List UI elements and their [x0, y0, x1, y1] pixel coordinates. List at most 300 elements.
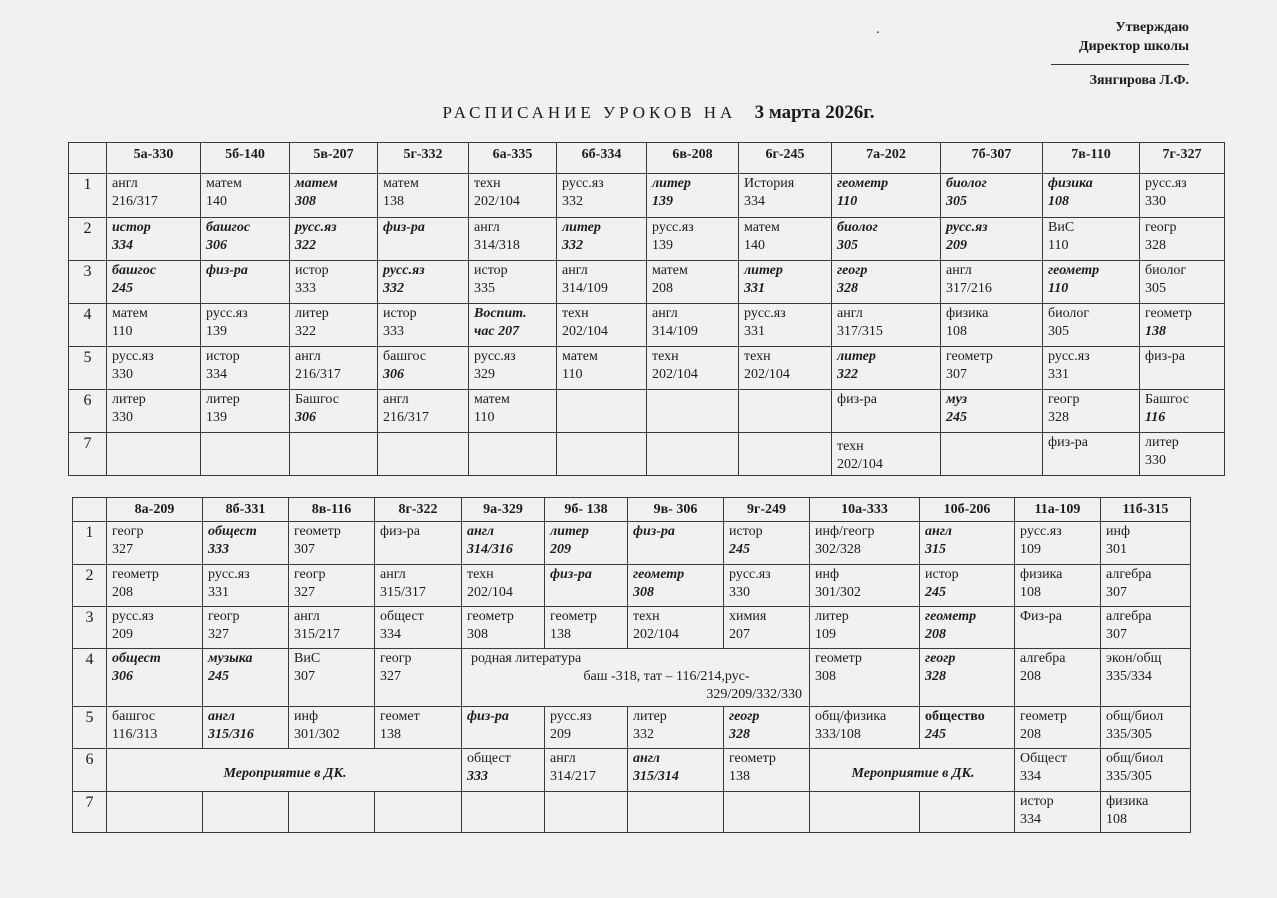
room-text: 110 [1048, 238, 1069, 253]
lesson-row [73, 792, 1191, 833]
room-text: 202/104 [652, 367, 698, 382]
lesson-cell [462, 565, 545, 607]
subject-text: истор [112, 220, 151, 235]
room-text: 328 [1048, 410, 1069, 425]
room-text: 305 [837, 238, 858, 253]
room-text: 327 [294, 585, 315, 600]
lesson-cell [469, 390, 557, 433]
class-header: 8а-209 [107, 498, 203, 522]
room-text: 245 [112, 281, 133, 296]
event-cell-left: Мероприятие в ДК. [107, 749, 462, 792]
room-text: 334 [112, 238, 133, 253]
lesson-cell [203, 792, 289, 833]
lesson-cell [1043, 304, 1140, 347]
subject-text: Воспит. [474, 306, 527, 321]
lesson-number: 1 [69, 174, 107, 218]
room-text: 331 [1048, 367, 1069, 382]
room-text: 315/314 [633, 769, 679, 784]
approval-line-2: Директор школы [1078, 39, 1189, 54]
lesson-cell [1140, 390, 1225, 433]
class-header-row [73, 498, 1191, 522]
class-header: 7б-307 [941, 143, 1043, 174]
lesson-cell [462, 607, 545, 649]
lesson-cell [462, 749, 545, 792]
lesson-number: 5 [69, 347, 107, 390]
room-text: 138 [380, 727, 401, 742]
room-text: 202/104 [837, 457, 883, 472]
class-header: 9г-249 [724, 498, 810, 522]
lesson-cell [920, 649, 1015, 707]
lesson-cell [1101, 792, 1191, 833]
room-text: 307 [294, 669, 315, 684]
room-text: 139 [206, 410, 227, 425]
lesson-cell [290, 433, 378, 476]
room-text: 314/109 [652, 324, 698, 339]
subject-text: геометр [1048, 263, 1100, 278]
subject-text: техн [474, 176, 501, 191]
lesson-row [69, 433, 1225, 476]
room-text: 209 [112, 627, 133, 642]
subject-text: общ/физика [815, 709, 887, 724]
lesson-cell [203, 607, 289, 649]
subject-text: общест [208, 524, 257, 539]
subject-text: литер [206, 392, 240, 407]
room-text: 208 [652, 281, 673, 296]
subject-text: русс.яз [1048, 349, 1090, 364]
room-text: 108 [946, 324, 967, 339]
lesson-cell [557, 304, 647, 347]
lesson-cell [469, 261, 557, 304]
class-header: 7г-327 [1140, 143, 1225, 174]
subject-text: геогр [925, 651, 956, 666]
lesson-cell [557, 390, 647, 433]
class-header: 10а-333 [810, 498, 920, 522]
subject-text: англ [837, 306, 863, 321]
lesson-cell [832, 174, 941, 218]
room-text: 331 [744, 281, 765, 296]
lesson-cell [107, 565, 203, 607]
subject-text: геометр [550, 609, 597, 624]
class-header: 5в-207 [290, 143, 378, 174]
room-text: 138 [729, 769, 750, 784]
lesson-cell [469, 218, 557, 261]
schedule-table-grades-8-11 [72, 497, 1191, 833]
room-text: 116/313 [112, 727, 158, 742]
lesson-cell [1140, 218, 1225, 261]
lesson-cell [810, 522, 920, 565]
lesson-cell [810, 792, 920, 833]
lesson-cell [289, 649, 375, 707]
room-text: 307 [946, 367, 967, 382]
class-header: 11б-315 [1101, 498, 1191, 522]
lesson-cell [469, 304, 557, 347]
lesson-cell [375, 649, 462, 707]
lesson-cell [920, 707, 1015, 749]
corner-cell [73, 498, 107, 522]
lesson-cell [628, 565, 724, 607]
page-title [0, 102, 1277, 124]
room-text: 315/316 [208, 727, 254, 742]
subject-text: геомет [380, 709, 420, 724]
lesson-cell [810, 607, 920, 649]
subject-text: англ [562, 263, 588, 278]
subject-text: геометр [112, 567, 159, 582]
class-header: 10б-206 [920, 498, 1015, 522]
native-literature-line3: 329/209/332/330 [706, 687, 802, 702]
lesson-cell [647, 347, 739, 390]
class-header: 9б- 138 [545, 498, 628, 522]
room-text: 305 [1145, 281, 1166, 296]
room-text: 139 [206, 324, 227, 339]
subject-text: Башгос [295, 392, 339, 407]
lesson-cell [201, 433, 290, 476]
lesson-cell [107, 522, 203, 565]
lesson-cell [1043, 218, 1140, 261]
lesson-cell [1101, 749, 1191, 792]
room-text: 330 [729, 585, 750, 600]
subject-text: истор [729, 524, 763, 539]
lesson-cell [469, 174, 557, 218]
room-text: 335/305 [1106, 727, 1152, 742]
subject-text: англ [112, 176, 138, 191]
lesson-cell [462, 522, 545, 565]
lesson-cell [1140, 174, 1225, 218]
lesson-cell [557, 433, 647, 476]
subject-text: общест [380, 609, 424, 624]
class-header: 7в-110 [1043, 143, 1140, 174]
lesson-cell [545, 792, 628, 833]
lesson-cell [107, 707, 203, 749]
subject-text: истор [1020, 794, 1054, 809]
subject-text: русс.яз [474, 349, 516, 364]
subject-text: общ/биол [1106, 709, 1164, 724]
subject-text: алгебра [1106, 567, 1152, 582]
subject-text: англ [925, 524, 952, 539]
subject-text: инф [815, 567, 840, 582]
subject-text: биолог [1145, 263, 1187, 278]
room-text: 245 [925, 585, 946, 600]
class-header: 6в-208 [647, 143, 739, 174]
subject-text: литер [562, 220, 601, 235]
room-text: 314/316 [467, 542, 513, 557]
lesson-number: 6 [73, 749, 107, 792]
subject-text: русс.яз [744, 306, 786, 321]
subject-text: биолог [837, 220, 878, 235]
lesson-cell [647, 218, 739, 261]
subject-text: русс.яз [562, 176, 604, 191]
subject-text: техн [562, 306, 589, 321]
subject-text: англ [474, 220, 500, 235]
lesson-cell [647, 390, 739, 433]
subject-text: русс.яз [729, 567, 771, 582]
lesson-cell [545, 522, 628, 565]
subject-text: англ [467, 524, 494, 539]
subject-text: русс.яз [946, 220, 988, 235]
subject-text: физ-ра [1145, 349, 1185, 364]
lesson-cell [941, 304, 1043, 347]
subject-text: общ/биол [1106, 751, 1164, 766]
room-text: 334 [1020, 769, 1041, 784]
room-text: 327 [112, 542, 133, 557]
subject-text: матем [295, 176, 338, 191]
lesson-cell [201, 390, 290, 433]
room-text: 308 [467, 627, 488, 642]
subject-text: англ [294, 609, 320, 624]
lesson-cell [378, 347, 469, 390]
lesson-cell [1015, 707, 1101, 749]
room-text: 308 [633, 585, 654, 600]
lesson-cell [107, 649, 203, 707]
subject-text: русс.яз [112, 609, 154, 624]
lesson-cell [647, 174, 739, 218]
lesson-cell [941, 218, 1043, 261]
lesson-cell [941, 390, 1043, 433]
lesson-cell [810, 649, 920, 707]
native-literature-line2: баш -318, тат – 116/214,рус- [583, 669, 750, 684]
room-text: 202/104 [467, 585, 513, 600]
approval-block [1051, 18, 1189, 90]
lesson-cell [920, 522, 1015, 565]
lesson-row [73, 522, 1191, 565]
lesson-cell [739, 304, 832, 347]
subject-text: геогр [208, 609, 240, 624]
lesson-cell [1015, 749, 1101, 792]
class-header: 8б-331 [203, 498, 289, 522]
subject-text: русс.яз [1145, 176, 1187, 191]
signature-line [1051, 64, 1189, 65]
subject-text: русс.яз [1020, 524, 1062, 539]
room-text: 333 [208, 542, 229, 557]
class-header: 5г-332 [378, 143, 469, 174]
title-date: 3 марта 2026г. [754, 102, 875, 123]
subject-text: геометр [1145, 306, 1192, 321]
subject-text: физ-ра [1048, 435, 1088, 450]
subject-text: физ-ра [467, 709, 509, 724]
subject-text: матем [206, 176, 242, 191]
lesson-cell [647, 261, 739, 304]
lesson-cell [647, 433, 739, 476]
room-text: 108 [1048, 194, 1069, 209]
subject-text: литер [652, 176, 691, 191]
subject-text: матем [383, 176, 419, 191]
subject-text: англ [380, 567, 406, 582]
room-text: 202/104 [744, 367, 790, 382]
lesson-cell [289, 707, 375, 749]
room-text: 322 [295, 324, 316, 339]
lesson-number: 4 [73, 649, 107, 707]
room-text: 202/104 [633, 627, 679, 642]
lesson-number: 7 [73, 792, 107, 833]
lesson-cell [557, 218, 647, 261]
lesson-cell [832, 261, 941, 304]
class-header: 9а-329 [462, 498, 545, 522]
room-text: 108 [1106, 812, 1127, 827]
room-text: час 207 [474, 324, 520, 339]
lesson-cell [739, 174, 832, 218]
lesson-cell [1043, 390, 1140, 433]
room-text: 109 [1020, 542, 1041, 557]
lesson-cell [375, 565, 462, 607]
lesson-cell [832, 433, 941, 476]
room-text: 334 [206, 367, 227, 382]
room-text: 307 [1106, 627, 1127, 642]
subject-text: физ-ра [206, 263, 248, 278]
lesson-cell [107, 261, 201, 304]
subject-text: геометр [633, 567, 685, 582]
lesson-cell [739, 433, 832, 476]
class-header: 6б-334 [557, 143, 647, 174]
lesson-cell [832, 390, 941, 433]
lesson-cell [920, 565, 1015, 607]
lesson-cell [1101, 707, 1191, 749]
lesson-cell [290, 218, 378, 261]
subject-text: геогр [1145, 220, 1177, 235]
room-text: 331 [744, 324, 765, 339]
room-text: 332 [562, 194, 583, 209]
room-text: 208 [112, 585, 133, 600]
lesson-cell [375, 707, 462, 749]
subject-text: История [744, 176, 795, 191]
subject-text: физика [1106, 794, 1149, 809]
subject-text: техн [652, 349, 679, 364]
class-header: 6г-245 [739, 143, 832, 174]
native-literature-line1: родная литература [471, 651, 582, 666]
room-text: 140 [206, 194, 227, 209]
lesson-cell [1140, 304, 1225, 347]
lesson-cell [1140, 261, 1225, 304]
room-text: 109 [815, 627, 836, 642]
lesson-cell [289, 607, 375, 649]
subject-text: русс.яз [383, 263, 425, 278]
subject-text: истор [295, 263, 329, 278]
lesson-cell [1101, 607, 1191, 649]
lesson-cell [545, 707, 628, 749]
corner-cell [69, 143, 107, 174]
lesson-cell [1140, 433, 1225, 476]
lesson-cell [557, 174, 647, 218]
subject-text: инф [1106, 524, 1131, 539]
lesson-cell [628, 749, 724, 792]
subject-text: алгебра [1106, 609, 1152, 624]
subject-text: геогр [729, 709, 760, 724]
lesson-number: 2 [73, 565, 107, 607]
subject-text: русс.яз [206, 306, 248, 321]
lesson-cell [724, 565, 810, 607]
lesson-cell [1101, 649, 1191, 707]
subject-text: геогр [294, 567, 326, 582]
room-text: 335 [474, 281, 495, 296]
lesson-cell [724, 707, 810, 749]
subject-text: ВиС [1048, 220, 1075, 235]
lesson-cell [107, 390, 201, 433]
lesson-cell [469, 433, 557, 476]
room-text: 301/302 [294, 727, 340, 742]
lesson-row [69, 390, 1225, 433]
room-text: 139 [652, 238, 673, 253]
room-text: 110 [837, 194, 858, 209]
subject-text: физика [1048, 176, 1093, 191]
subject-text: общест [112, 651, 161, 666]
room-text: 333/108 [815, 727, 861, 742]
class-header: 11а-109 [1015, 498, 1101, 522]
subject-text: геометр [815, 651, 862, 666]
lesson-cell [628, 707, 724, 749]
room-text: 245 [946, 410, 967, 425]
subject-text: геогр [112, 524, 144, 539]
room-text: 328 [837, 281, 858, 296]
subject-text: литер [295, 306, 329, 321]
lesson-number: 5 [73, 707, 107, 749]
subject-text: физ-ра [550, 567, 592, 582]
subject-text: истор [206, 349, 240, 364]
event-cell-right: Мероприятие в ДК. [810, 749, 1015, 792]
lesson-row [73, 565, 1191, 607]
room-text: 308 [815, 669, 836, 684]
room-text: 302/328 [815, 542, 861, 557]
lesson-cell [724, 607, 810, 649]
room-text: 332 [562, 238, 583, 253]
room-text: 330 [1145, 453, 1166, 468]
subject-text: геогр [380, 651, 412, 666]
lesson-cell [810, 565, 920, 607]
room-text: 208 [1020, 727, 1041, 742]
lesson-cell [203, 707, 289, 749]
subject-text: геометр [837, 176, 889, 191]
subject-text: англ [295, 349, 321, 364]
subject-text: физ-ра [383, 220, 425, 235]
lesson-row [73, 749, 1191, 792]
lesson-cell [378, 174, 469, 218]
subject-text: физ-ра [380, 524, 420, 539]
room-text: 301 [1106, 542, 1127, 557]
room-text: 327 [380, 669, 401, 684]
lesson-cell [739, 347, 832, 390]
room-text: 308 [295, 194, 316, 209]
lesson-cell [107, 304, 201, 347]
lesson-row [73, 707, 1191, 749]
room-text: 332 [633, 727, 654, 742]
subject-text: инф/геогр [815, 524, 875, 539]
class-header-row [69, 143, 1225, 174]
lesson-cell [378, 218, 469, 261]
subject-text: башгос [112, 709, 156, 724]
lesson-cell [462, 707, 545, 749]
subject-text: матем [112, 306, 148, 321]
subject-text: англ [383, 392, 409, 407]
room-text: 317/315 [837, 324, 883, 339]
room-text: 245 [208, 669, 229, 684]
lesson-cell [290, 304, 378, 347]
room-text: 322 [295, 238, 316, 253]
native-literature-cell [462, 649, 810, 707]
subject-text: алгебра [1020, 651, 1066, 666]
lesson-row [69, 304, 1225, 347]
room-text: 216/317 [112, 194, 158, 209]
class-header: 6а-335 [469, 143, 557, 174]
lesson-cell [203, 565, 289, 607]
lesson-cell [1043, 433, 1140, 476]
lesson-cell [378, 304, 469, 347]
room-text: 301/302 [815, 585, 861, 600]
lesson-cell [203, 522, 289, 565]
room-text: 330 [112, 410, 133, 425]
room-text: 334 [380, 627, 401, 642]
room-text: 138 [1145, 324, 1166, 339]
room-text: 216/317 [383, 410, 429, 425]
room-text: 207 [729, 627, 750, 642]
room-text: 110 [1048, 281, 1069, 296]
subject-text: техн [837, 439, 864, 454]
